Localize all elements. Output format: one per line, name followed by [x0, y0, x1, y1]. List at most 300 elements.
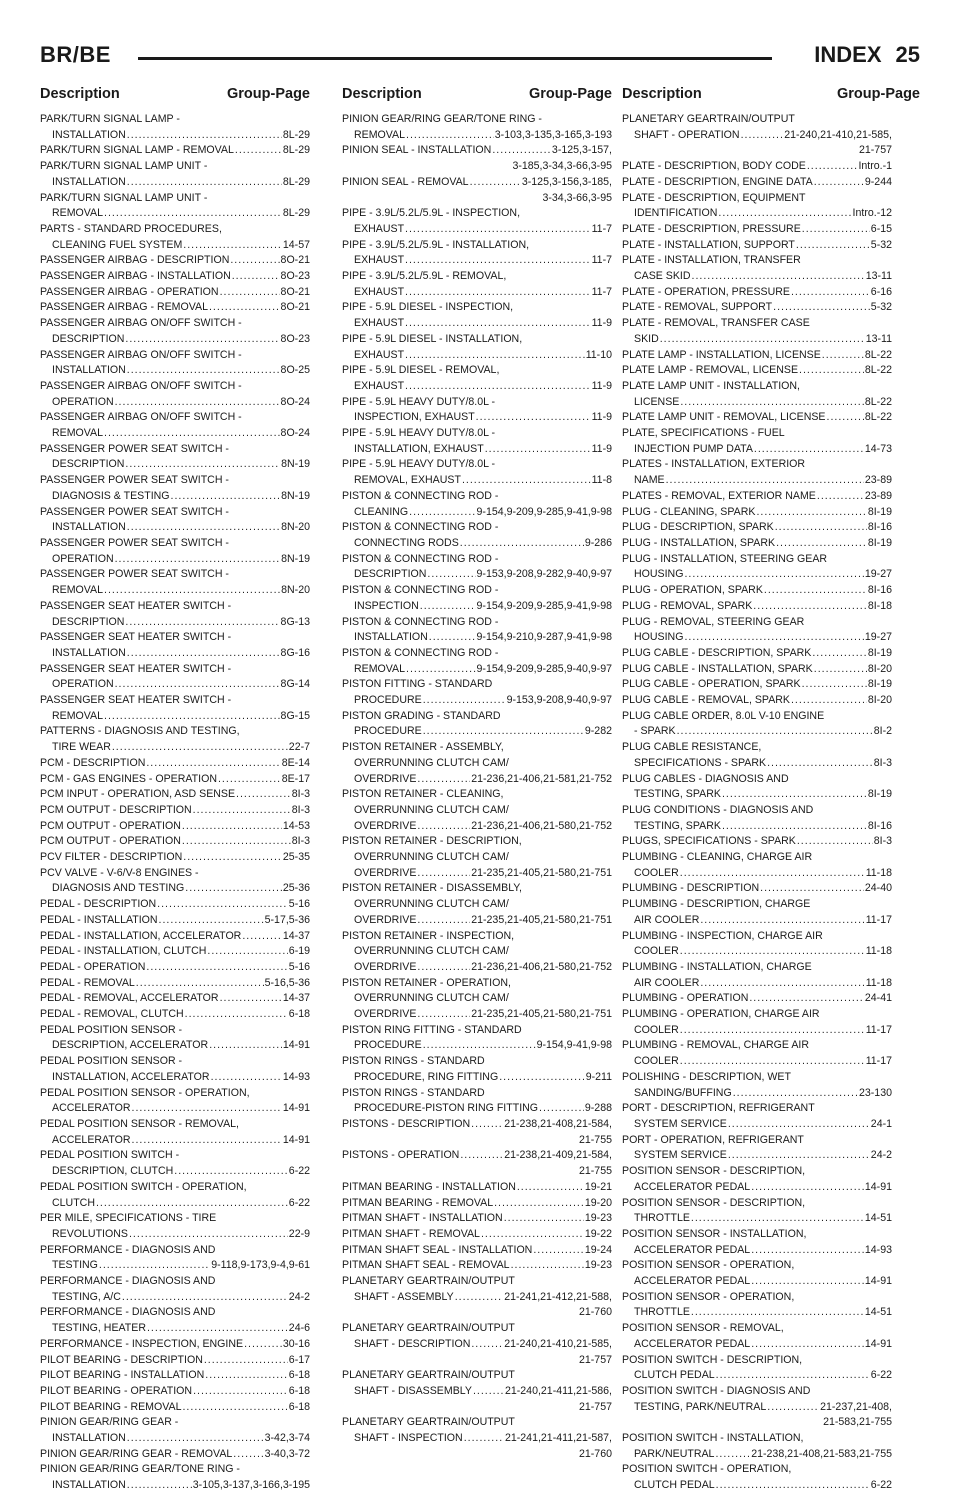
- entry-description: PLUG CABLE RESISTANCE,: [622, 741, 762, 754]
- entry-description: PIPE - 5.9L HEAVY DUTY/8.0L -: [342, 458, 496, 471]
- entry-line: [40, 677, 310, 693]
- index-entry: [40, 191, 310, 222]
- entry-line: [622, 1258, 892, 1274]
- entry-line: [40, 1274, 310, 1290]
- entry-description: REMOVAL: [354, 128, 406, 141]
- index-entry: [622, 615, 892, 646]
- entry-description: OVERDRIVE: [354, 772, 417, 785]
- entry-line: [622, 1274, 892, 1290]
- index-entry: [622, 1133, 892, 1164]
- entry-page: 11-18: [865, 976, 892, 989]
- entry-line: [622, 1196, 892, 1212]
- entry-description: PEDAL POSITION SWITCH - OPERATION,: [40, 1180, 247, 1193]
- index-entry: [40, 662, 310, 693]
- dot-leader: [193, 1384, 288, 1400]
- entry-description: PCM OUTPUT - OPERATION: [40, 819, 181, 832]
- index-entry: [342, 677, 612, 708]
- dot-leader: [127, 1431, 264, 1447]
- entry-description: OVERDRIVE: [354, 866, 417, 879]
- entry-description: PASSENGER SEAT HEATER SWITCH -: [40, 694, 232, 707]
- entry-line: [342, 552, 612, 568]
- index-entry: [40, 756, 310, 772]
- entry-description: SHAFT - DESCRIPTION: [354, 1337, 471, 1350]
- index-entry: [40, 1384, 310, 1400]
- entry-line: [342, 756, 612, 772]
- entry-line: [622, 693, 892, 709]
- entry-page: 8L-22: [864, 411, 892, 424]
- dot-leader: [104, 206, 282, 222]
- entry-description: PITMAN SHAFT - INSTALLATION: [342, 1212, 503, 1225]
- entry-description: CLUTCH PEDAL: [634, 1479, 715, 1492]
- entry-line: [342, 1415, 612, 1431]
- dot-leader: [802, 677, 867, 693]
- dot-leader: [799, 363, 864, 379]
- dot-leader: [185, 1007, 288, 1023]
- dot-leader: [417, 819, 470, 835]
- entry-description: EXHAUST: [354, 254, 405, 267]
- entry-description: DESCRIPTION: [52, 332, 125, 345]
- dot-leader: [473, 1384, 504, 1400]
- entry-line: [342, 175, 612, 191]
- dot-leader: [817, 489, 864, 505]
- entry-description: INSPECTION, EXHAUST: [354, 411, 475, 424]
- index-entry: [622, 316, 892, 347]
- entry-description: PLUMBING - DESCRIPTION: [622, 882, 760, 895]
- entry-line: [40, 740, 310, 756]
- dot-leader: [751, 1274, 864, 1290]
- entry-line: [342, 457, 612, 473]
- index-entry: [342, 881, 612, 928]
- dot-leader: [125, 457, 280, 473]
- dot-leader: [728, 1148, 870, 1164]
- entry-line: [622, 787, 892, 803]
- dot-leader: [122, 1290, 288, 1306]
- entry-line: [342, 536, 612, 552]
- entry-description: REMOVAL: [52, 584, 104, 597]
- index-entry: [342, 552, 612, 583]
- entry-page: 14-91: [864, 1180, 892, 1193]
- entry-description: CLEANING FUEL SYSTEM: [52, 238, 183, 251]
- index-entry: [40, 630, 310, 661]
- dot-leader: [822, 348, 864, 364]
- entry-description: PISTONS - OPERATION: [342, 1149, 460, 1162]
- entry-description: PLUG CABLE - INSTALLATION, SPARK: [622, 662, 813, 675]
- entry-description: PATTERNS - DIAGNOSIS AND TESTING,: [40, 725, 240, 738]
- entry-description: PROCEDURE, RING FITTING: [354, 1070, 499, 1083]
- entry-line: [622, 1211, 892, 1227]
- entry-description: SPECIFICATIONS - SPARK: [634, 756, 767, 769]
- index-entry: [622, 505, 892, 521]
- entry-line: [622, 583, 892, 599]
- index-entry: [342, 395, 612, 426]
- entry-description: PLATE - REMOVAL, TRANSFER CASE: [622, 317, 810, 330]
- dot-leader: [680, 866, 865, 882]
- entry-description: PLUG - DESCRIPTION, SPARK: [622, 521, 774, 534]
- entry-line: [622, 222, 892, 238]
- dot-leader: [455, 1290, 504, 1306]
- entry-page: 21-240,21-410,21-585,: [504, 1337, 612, 1350]
- dot-leader: [409, 505, 475, 521]
- entry-line: [622, 834, 892, 850]
- entry-line: [622, 944, 892, 960]
- entry-line: [342, 929, 612, 945]
- index-entry: [40, 1086, 310, 1117]
- entry-line: [40, 191, 310, 207]
- entry-description: CLEANING: [354, 505, 409, 518]
- dot-leader: [233, 1447, 263, 1463]
- entry-line: [622, 991, 892, 1007]
- entry-page: 8I-19: [867, 536, 892, 549]
- entry-description: PITMAN BEARING - REMOVAL: [342, 1196, 494, 1209]
- entry-description: PITMAN SHAFT - REMOVAL: [342, 1227, 480, 1240]
- entry-page: 24-1: [870, 1118, 892, 1130]
- index-entry: [342, 646, 612, 677]
- dot-leader: [244, 1337, 282, 1353]
- entry-description: PLATE - OPERATION, PRESSURE: [622, 285, 790, 298]
- entry-line: [40, 426, 310, 442]
- entry-page: 24-41: [864, 992, 892, 1005]
- entry-line: [342, 1431, 612, 1447]
- dot-leader: [814, 175, 864, 191]
- entry-line: [342, 1337, 612, 1353]
- entry-page: 23-89: [864, 474, 892, 487]
- entry-page: 8I-20: [867, 694, 892, 707]
- entry-page-continued: 21-755: [579, 1133, 612, 1146]
- entry-page: 21-236,21-406,21-580,21-752: [471, 960, 612, 973]
- entry-page: 14-73: [864, 442, 892, 455]
- entry-description: TESTING, A/C: [52, 1290, 121, 1303]
- index-entry: [40, 803, 310, 819]
- page-header: [40, 40, 920, 80]
- entry-page: 8L-22: [864, 395, 892, 408]
- entry-line: [622, 866, 892, 882]
- entry-description: PLANETARY GEARTRAIN/OUTPUT: [342, 1369, 515, 1382]
- dot-leader: [115, 677, 280, 693]
- entry-line: [40, 395, 310, 411]
- entry-description: PLUG CABLE - DESCRIPTION, SPARK: [622, 646, 812, 659]
- index-entry: [40, 269, 310, 285]
- entry-description: PLATES - INSTALLATION, EXTERIOR: [622, 458, 806, 471]
- entry-description: INSTALLATION, EXHAUST: [354, 442, 484, 455]
- entry-line: [622, 457, 892, 473]
- entry-line: [40, 897, 310, 913]
- entry-line: [342, 1148, 612, 1164]
- entry-description: PILOT BEARING - INSTALLATION: [40, 1369, 205, 1382]
- column-headers: [40, 86, 920, 108]
- entry-line: [342, 1384, 612, 1400]
- entry-description: PEDAL - REMOVAL, CLUTCH: [40, 1008, 184, 1021]
- entry-description: PITMAN SHAFT SEAL - REMOVAL: [342, 1259, 510, 1272]
- dot-leader: [427, 567, 475, 583]
- entry-page: 8N-19: [281, 458, 310, 471]
- index-column-3: [622, 112, 892, 1494]
- entry-description: PERFORMANCE - DIAGNOSIS AND: [40, 1275, 216, 1288]
- entry-line: [622, 379, 892, 395]
- description-heading: Description: [622, 86, 702, 102]
- dot-leader: [209, 1038, 282, 1054]
- dot-leader: [464, 1431, 504, 1447]
- manual-code: BR/BE: [40, 42, 111, 67]
- entry-description: PLATE LAMP UNIT - INSTALLATION,: [622, 379, 800, 392]
- entry-description: THROTTLE: [634, 1212, 690, 1225]
- index-entry: [622, 552, 892, 583]
- index-entry: [40, 1462, 310, 1493]
- dot-leader: [183, 850, 282, 866]
- index-entry: [40, 316, 310, 347]
- entry-page: 11-7: [591, 222, 612, 235]
- entry-description: PISTON RING FITTING - STANDARD: [342, 1023, 522, 1036]
- entry-description: PLATE - INSTALLATION, SUPPORT: [622, 238, 795, 251]
- index-entry: [342, 834, 612, 881]
- entry-page: 9-153,9-208,9-40,9-97: [506, 694, 612, 707]
- index-entry: [622, 1227, 892, 1258]
- entry-description: PLUG - INSTALLATION, SPARK: [622, 536, 776, 549]
- entry-description: OVERDRIVE: [354, 819, 417, 832]
- entry-description: PIPE - 3.9L/5.2L/5.9L - INSPECTION,: [342, 207, 521, 220]
- entry-page: 11-17: [865, 1023, 892, 1036]
- index-entry: [40, 787, 310, 803]
- entry-description: INSTALLATION: [52, 521, 126, 534]
- entry-line: [342, 269, 612, 285]
- entry-line: [622, 285, 892, 301]
- entry-description: PLUMBING - OPERATION: [622, 992, 749, 1005]
- entry-line: [40, 1462, 310, 1478]
- entry-page: 11-18: [865, 945, 892, 958]
- entry-line: [40, 693, 310, 709]
- entry-description: EXHAUST: [354, 379, 405, 392]
- entry-description: INSTALLATION: [354, 631, 428, 644]
- entry-page: 8O-24: [280, 427, 310, 440]
- entry-description: DESCRIPTION: [354, 568, 427, 581]
- index-entry: [622, 159, 892, 175]
- entry-page: 3-103,3-135,3-165,3-193: [494, 128, 612, 141]
- entry-description: INSTALLATION, ACCELERATOR: [52, 1070, 210, 1083]
- entry-line: [40, 457, 310, 473]
- dot-leader: [420, 599, 476, 615]
- entry-page: 5-16: [288, 960, 310, 973]
- index-entry: [622, 191, 892, 222]
- entry-page: 8L-29: [282, 144, 310, 157]
- entry-line: [40, 772, 310, 788]
- entry-description: COOLER: [634, 866, 679, 879]
- index-entry: [342, 175, 612, 206]
- dot-leader: [754, 442, 864, 458]
- entry-description: INSTALLATION: [52, 646, 126, 659]
- index-entry: [622, 520, 892, 536]
- entry-line: [342, 363, 612, 379]
- dot-leader: [722, 787, 867, 803]
- entry-description: AIR COOLER: [634, 976, 700, 989]
- entry-line: [342, 520, 612, 536]
- entry-page: 14-93: [864, 1243, 892, 1256]
- entry-description: PARK/TURN SIGNAL LAMP UNIT -: [40, 191, 208, 204]
- entry-description: INSPECTION: [354, 599, 419, 612]
- index-entry: [622, 238, 892, 254]
- entry-line: [342, 379, 612, 395]
- dot-leader: [220, 991, 282, 1007]
- entry-description: PILOT BEARING - OPERATION: [40, 1384, 193, 1397]
- dot-leader: [476, 410, 591, 426]
- entry-description: SYSTEM SERVICE: [634, 1149, 727, 1162]
- entry-page: 11-18: [865, 866, 892, 879]
- index-entry: [342, 489, 612, 520]
- entry-description: PISTON RETAINER - DISASSEMBLY,: [342, 882, 522, 895]
- entry-description: PARTS - STANDARD PROCEDURES,: [40, 222, 222, 235]
- entry-line: [342, 1117, 612, 1133]
- entry-line: [342, 991, 612, 1007]
- entry-line: [622, 1447, 892, 1463]
- entry-description: PISTON & CONNECTING ROD -: [342, 615, 499, 628]
- entry-description: PCV FILTER - DESCRIPTION: [40, 851, 183, 864]
- entry-page: 9-211: [585, 1070, 612, 1083]
- entry-page: 8N-20: [281, 584, 310, 597]
- dot-leader: [660, 332, 865, 348]
- entry-line: [342, 395, 612, 411]
- dot-leader: [684, 567, 863, 583]
- index-entry: [40, 1353, 310, 1369]
- index-entry: [622, 991, 892, 1007]
- entry-page: 6-17: [288, 1353, 310, 1366]
- index-entry: [622, 583, 892, 599]
- entry-line: [40, 348, 310, 364]
- entry-description: PLATE LAMP - INSTALLATION, LICENSE: [622, 348, 821, 361]
- dot-leader: [485, 442, 591, 458]
- entry-page-continued: 21-755: [579, 1165, 612, 1178]
- index-entry: [622, 709, 892, 740]
- entry-description: PINION GEAR/RING GEAR/TONE RING -: [40, 1463, 240, 1476]
- entry-page: 3-105,3-137,3-166,3-195: [192, 1479, 310, 1492]
- index-entry: [622, 489, 892, 505]
- entry-page: 11-9: [591, 442, 612, 455]
- entry-page: 22-9: [288, 1227, 310, 1240]
- entry-description: PLUG CABLE - OPERATION, SPARK: [622, 678, 801, 691]
- dot-leader: [460, 536, 584, 552]
- dot-leader: [405, 285, 591, 301]
- entry-page-continued: 21-760: [579, 1447, 612, 1460]
- entry-line: [622, 1290, 892, 1306]
- index-entry: [622, 300, 892, 316]
- index-entry: [40, 913, 310, 929]
- dot-leader: [773, 300, 870, 316]
- dot-leader: [104, 426, 280, 442]
- entry-description: SHAFT - INSPECTION: [354, 1432, 463, 1445]
- index-entry: [622, 1462, 892, 1493]
- entry-page: 19-24: [584, 1243, 612, 1256]
- column-header-3: [622, 86, 920, 102]
- entry-line: [622, 1133, 892, 1149]
- dot-leader: [235, 143, 282, 159]
- dot-leader: [751, 1243, 864, 1259]
- entry-description: PLUMBING - OPERATION, CHARGE AIR: [622, 1008, 820, 1021]
- entry-description: REVOLUTIONS: [52, 1227, 128, 1240]
- entry-line: [40, 1431, 310, 1447]
- dot-leader: [132, 1101, 282, 1117]
- entry-line: [40, 630, 310, 646]
- entry-description: PLUG CABLE ORDER, 8.0L V-10 ENGINE: [622, 709, 825, 722]
- entry-line: [40, 724, 310, 740]
- index-entry: [40, 222, 310, 253]
- entry-page: 14-51: [864, 1212, 892, 1225]
- dot-leader: [767, 756, 873, 772]
- dot-leader: [182, 1400, 287, 1416]
- entry-line: [622, 850, 892, 866]
- entry-line: [622, 1305, 892, 1321]
- entry-page: 8G-15: [280, 709, 310, 722]
- entry-page: 8G-14: [280, 678, 310, 691]
- dot-leader: [159, 913, 264, 929]
- index-entry: [40, 1305, 310, 1336]
- entry-page-continued: 21-760: [579, 1306, 612, 1319]
- entry-page: 9-154,9-210,9-287,9-41,9-98: [476, 631, 612, 644]
- entry-line: [622, 253, 892, 269]
- entry-description: OVERRUNNING CLUTCH CAM/: [354, 992, 509, 1005]
- entry-page: 8L-22: [864, 348, 892, 361]
- entry-description: CLUTCH: [52, 1196, 95, 1209]
- index-entry: [622, 1353, 892, 1384]
- entry-line: [40, 442, 310, 458]
- index-entry: [342, 976, 612, 1023]
- entry-line: [342, 662, 612, 678]
- entry-description: PLUG - REMOVAL, STEERING GEAR: [622, 615, 805, 628]
- entry-page: 8I-19: [867, 678, 892, 691]
- entry-description: DESCRIPTION, ACCELERATOR: [52, 1039, 209, 1052]
- entry-description: REMOVAL: [52, 709, 104, 722]
- entry-page: 19-27: [864, 631, 892, 644]
- entry-description: PEDAL POSITION SENSOR -: [40, 1023, 183, 1036]
- index-entry: [40, 1368, 310, 1384]
- entry-page: 8E-17: [281, 772, 310, 785]
- dot-leader: [753, 599, 867, 615]
- entry-page: 8I-19: [867, 505, 892, 518]
- entry-line: [40, 1148, 310, 1164]
- group-page-heading: Group-Page: [529, 86, 612, 102]
- entry-description: OVERDRIVE: [354, 960, 417, 973]
- entry-page: 19-22: [584, 1227, 612, 1240]
- entry-description: REMOVAL: [52, 207, 104, 220]
- entry-line: [40, 615, 310, 631]
- entry-description: PERFORMANCE - DIAGNOSIS AND: [40, 1306, 216, 1319]
- entry-line: [622, 929, 892, 945]
- description-heading: Description: [40, 86, 120, 102]
- entry-description: OVERRUNNING CLUTCH CAM/: [354, 756, 509, 769]
- entry-line: [342, 1054, 612, 1070]
- entry-line: [40, 866, 310, 882]
- entry-line: [40, 567, 310, 583]
- entry-page: 14-51: [864, 1306, 892, 1319]
- index-entry: [40, 819, 310, 835]
- group-page-heading: Group-Page: [837, 86, 920, 102]
- entry-description: PARK/TURN SIGNAL LAMP UNIT -: [40, 160, 208, 173]
- entry-description: PCM OUTPUT - OPERATION: [40, 835, 181, 848]
- entry-line: [342, 1290, 612, 1306]
- entry-line: [622, 505, 892, 521]
- entry-description: PLATE LAMP - REMOVAL, LICENSE: [622, 364, 799, 377]
- entry-line: [342, 803, 612, 819]
- dot-leader: [700, 976, 864, 992]
- entry-description: PCM OUTPUT - DESCRIPTION: [40, 803, 192, 816]
- entry-line: [40, 1337, 310, 1353]
- dot-leader: [733, 1086, 858, 1102]
- index-entry: [622, 348, 892, 364]
- index-entry: [342, 1368, 612, 1415]
- entry-page: 24-6: [288, 1322, 310, 1335]
- entry-description: PISTON & CONNECTING ROD -: [342, 584, 499, 597]
- entry-line: [40, 112, 310, 128]
- entry-line: [40, 300, 310, 316]
- index-entry: [622, 929, 892, 960]
- entry-line: [40, 175, 310, 191]
- entry-line: [622, 300, 892, 316]
